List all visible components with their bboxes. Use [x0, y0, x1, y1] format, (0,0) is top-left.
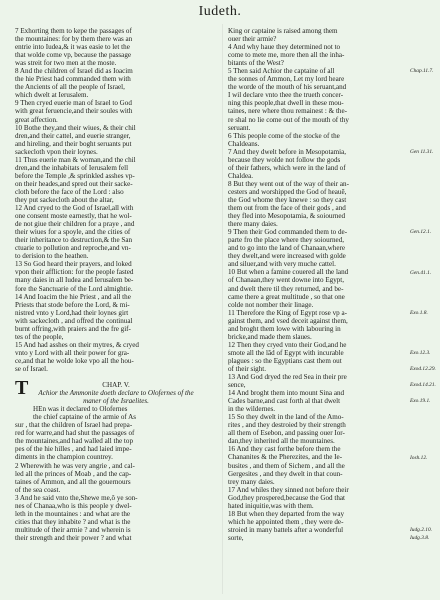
text-line: plagues : so the Egyptians cast them out — [228, 356, 342, 365]
text-line: 11 Thus euerie man & woman,and the chil — [15, 155, 136, 164]
text-line: taines of Ammon, and all the gouernours — [15, 477, 131, 486]
margin-note: Iudg.3.8. — [410, 535, 430, 542]
text-line: 10 But when a famine couered all the land — [228, 268, 349, 277]
text-line: sorte, — [228, 533, 244, 542]
text-line: that wolde come vp, because the passage — [15, 51, 132, 60]
text-line: I wil declare vnto thee the trueth concer- — [228, 91, 344, 100]
text-line: stroied in many battels after a wonderful — [228, 525, 344, 534]
text-line: 7 Exhorting them to kepe the passages of — [15, 27, 132, 35]
text-line: ce,and that he wolde loke vpo all the hou- — [15, 356, 134, 365]
text-line: Cades barne,and cast forth al that dwelt — [228, 397, 341, 406]
text-line: red for warre,and had shut the passages of — [15, 429, 135, 438]
text-line: the sonnes of Ammon, Let my lord heare — [228, 75, 345, 84]
text-line: fore the Sanctuarie of the Lord almightie. — [15, 284, 133, 293]
text-line: cloth before the face of the Lord : also — [15, 187, 124, 196]
text-line: all them of Esebon, and passing ouer Ior- — [228, 429, 345, 438]
text-line: HEn was it declared to Olofernes — [33, 405, 128, 414]
text-line: rites , and they destroied by their strength — [228, 421, 346, 430]
margin-note: Exo.1.8. — [410, 309, 428, 316]
text-line: nes of Chanaa,who is this people y dwel- — [15, 501, 132, 510]
text-line: the worde of the mouth of his seruant,and — [228, 83, 347, 92]
text-line: multitude of their armie ? and wherein is — [15, 525, 131, 534]
text-line: led all the princes of Moab , and the cap- — [15, 469, 132, 478]
text-line: and hireling, and their boght seruants put — [15, 139, 132, 148]
text-line: the Ancients of all the people of Israel, — [15, 83, 125, 92]
text-line: they dwelt,and were increased with golde — [228, 252, 346, 261]
text-line: 4 And why haue they determined not to — [228, 43, 341, 52]
text-line: 8 But they went out of the way of their an- — [228, 179, 349, 188]
text-line: 5 Then said Achior the captaine of all — [228, 67, 335, 76]
text-line: vnto y Lord with all their power for gra- — [15, 348, 130, 357]
margin-note: Gen.41.1. — [410, 269, 432, 276]
text-line: of the sea coast. — [15, 485, 61, 494]
text-line: their wiues for a spoyle, and the cities of — [15, 228, 131, 237]
text-line: bitants of the West? — [228, 59, 284, 68]
text-line: 3 And he said vnto the,Shewe me,ô ye son- — [15, 493, 138, 502]
text-line — [15, 373, 217, 381]
text-line: smote all the lād of Egypt with incurable — [228, 348, 344, 357]
text-line: 13 And God dryed the red Sea in their pre — [228, 373, 347, 382]
text-line: diments in the champion countrey. — [15, 453, 113, 462]
margin-note: Chap.11.7. — [410, 68, 434, 75]
text-line: Chaldea. — [228, 171, 254, 180]
text-line: CHAP. V. — [102, 381, 130, 390]
margin-note: Iudg.2.10. — [410, 527, 433, 534]
text-line: the hie Priest had commanded them with — [15, 75, 131, 84]
text-line: before the Temple ,& sprinkled asshes vp- — [15, 171, 135, 180]
margin-note: Exod.14.21. — [410, 382, 436, 389]
text-line: 14 And broght them into mount Sina and — [228, 389, 345, 398]
text-line: 14 And Ioacim the hie Priest , and all the — [15, 292, 131, 301]
text-line: 7 And they dwelt before in Mesopotamia, — [228, 147, 347, 156]
text-line: 11 Therefore the King of Egypt rose vp a- — [228, 308, 347, 317]
text-line: 15 So they dwelt in the land of the Amo- — [228, 413, 344, 422]
text-line: of their fathers, which were in the land of — [228, 163, 346, 172]
text-line: 17 And whiles they sinned not before their — [228, 485, 349, 494]
text-line: to derision to the heathen. — [15, 252, 89, 261]
left-column — [15, 27, 217, 542]
text-line: them out from the face of their gods , and — [228, 204, 346, 213]
text-line: 2 Wherewith he was very angrie , and cal- — [15, 461, 135, 470]
right-column — [228, 27, 408, 542]
text-line: God,they prospered,because the God that — [228, 493, 346, 502]
margin-note: Exo.12.3. — [410, 350, 431, 356]
drop-capital: T — [15, 377, 29, 399]
text-line: Chananites & the Pherezites, and the Ie- — [228, 453, 343, 462]
text-line: gainst them, and vsed deceit against them, — [228, 316, 348, 325]
margin-note: Iosh.12. — [410, 454, 428, 461]
text-line: came there a great multitude , so that one — [228, 292, 345, 301]
running-head: Iudeth. — [198, 4, 242, 19]
text-line: on their heades,and spred out their sacke- — [15, 179, 133, 188]
text-line: 16 And they cast forthe before them the — [228, 445, 341, 454]
text-line: nistred vnto y Lord,had their loynes girt — [15, 308, 129, 317]
text-line: pes of the hie hilles , and had laied impe- — [15, 445, 132, 454]
text-line: ouer their armie? — [228, 35, 277, 44]
text-line: sackecloth vpon their loynes. — [15, 147, 98, 156]
margin-note: Exod.12.29. — [410, 366, 436, 373]
text-line: se of Israel. — [15, 364, 48, 373]
text-line: de not giue their children for a praye , and — [15, 220, 135, 229]
text-line: colde not nomber their linage. — [228, 300, 314, 309]
text-line: they put sackecloth about the altar, — [15, 195, 114, 204]
text-line: vpon their affliction: for the people fasted — [15, 268, 134, 277]
text-line: hated iniquitie,was with them. — [228, 501, 314, 510]
text-line: the mountaines,and had walled all the top — [15, 437, 133, 446]
text-line: in the wildernes. — [228, 405, 276, 414]
text-line: great affection. — [15, 115, 58, 124]
text-line: 15 And had asshes on their mytres, & cryed — [15, 340, 139, 349]
text-line: dan,they inherited all the mountaines. — [228, 437, 335, 446]
text-line: parte fro the place where they soiourned, — [228, 236, 345, 245]
text-line: there many daies. — [228, 220, 278, 229]
text-line: Priests that stode before the Lord, & mi- — [15, 300, 130, 309]
text-line: sence, — [228, 381, 246, 390]
margin-note: Gen 11.31. — [410, 148, 434, 155]
text-line: which dwelt at Ierusalem. — [15, 91, 89, 100]
text-line: 10 Bothe they,and their wiues, & their chil — [15, 123, 136, 132]
text-line: one consent moste earnestly, that he wol- — [15, 212, 132, 221]
text-line: 18 But when they departed from the way — [228, 509, 345, 518]
text-line: and dwelt there til they returned, and be- — [228, 284, 344, 293]
text-line: cities that they inhabite ? and what is the — [15, 517, 131, 526]
text-line: 6 This people come of the stocke of the — [228, 131, 340, 140]
text-line: seruant. — [228, 123, 251, 132]
text-line: 12 Then they cryed vnto their God,and he — [228, 340, 347, 349]
text-line: entrie into Iudea,& it was easie to let the — [15, 43, 130, 52]
text-line: with great feruencie,and their soules with — [15, 107, 133, 116]
text-line: and broght them lowe with labouring in — [228, 324, 341, 333]
text-line: the chief captaine of the armie of As — [33, 413, 137, 422]
text-line: re shal no lie come out of the mouth of thy — [228, 115, 349, 124]
text-line: 8 And the children of Israel did as Ioacim — [15, 67, 133, 76]
text-line: the God whome they knewe : so they cast — [228, 195, 347, 204]
text-line: was streit for two men at the moste. — [15, 59, 117, 68]
text-line: Gergesites , and they dwelt in that coun- — [228, 469, 343, 478]
text-line: and siluer,and with very muche cattel. — [228, 260, 336, 269]
text-line: leth in the mountaines : and what are the — [15, 509, 131, 518]
text-line: dren,and the inhabitats of Ierusalem fell — [15, 163, 129, 172]
text-line: come to mete me, more then all the inha- — [228, 51, 345, 60]
text-line: many daies in all Iudea and Ierusalem be- — [15, 276, 134, 285]
text-line: King or captaine is raised among them — [228, 27, 338, 35]
text-line: burnt offring,with praiers and the fre gif- — [15, 324, 131, 333]
text-line: taines, nere where thou remainest : & the- — [228, 107, 347, 116]
text-line: and to go into the land of Chanaan,where — [228, 244, 346, 253]
text-line: 9 Then their God commanded them to de- — [228, 228, 348, 237]
text-line: ctuarie to pollution and reproche,and vn- — [15, 244, 131, 253]
text-line: with sackecloth , and offred the continual — [15, 316, 133, 325]
column-gutter — [222, 24, 223, 594]
text-line: 9 Then cryed euerie man of Israel to God — [15, 99, 132, 108]
text-line: their strength and their power ? and what — [15, 533, 132, 542]
text-line: busites , and them of Sichem , and all the — [228, 461, 345, 470]
text-line: the mountaines: for by them there was an — [15, 35, 133, 44]
margin-note: Gen.12.1. — [410, 229, 432, 236]
text-line: dren,and their cattel, and euerie stranger, — [15, 131, 131, 140]
text-line: maner of the Israelites. — [83, 397, 149, 406]
text-line: cesters and worshipped the God of heauē, — [228, 187, 347, 196]
text-line: 12 And cryed to the God of Israel,all with — [15, 204, 134, 213]
text-line: 13 So God heard their prayers, and loked — [15, 260, 132, 269]
text-line: their inheritance to destruction,& the San — [15, 236, 133, 245]
text-line: sur , that the children of Israel had prepa- — [15, 421, 133, 430]
text-line: bricke,and made them slaues. — [228, 332, 312, 341]
text-line: Achior the Ammonite doeth declare to Olofernes of the — [38, 389, 194, 398]
margin-note: Exo.19.1. — [410, 398, 431, 405]
text-line: because they wolde not follow the gods — [228, 155, 341, 164]
text-line: ning this people,that dwell in these mou- — [228, 99, 344, 108]
text-line: which he appointed them , they were de- — [228, 517, 344, 526]
text-line: of their sight. — [228, 364, 267, 373]
text-line: they fled into Mesopotamia, & soiourned — [228, 212, 346, 221]
text-line: of Chanaan,they went downe into Egypt, — [228, 276, 345, 285]
text-line: Chaldeans. — [228, 139, 260, 148]
text-line: trey many daies. — [228, 477, 275, 486]
text-line: tes of the people, — [15, 332, 64, 341]
